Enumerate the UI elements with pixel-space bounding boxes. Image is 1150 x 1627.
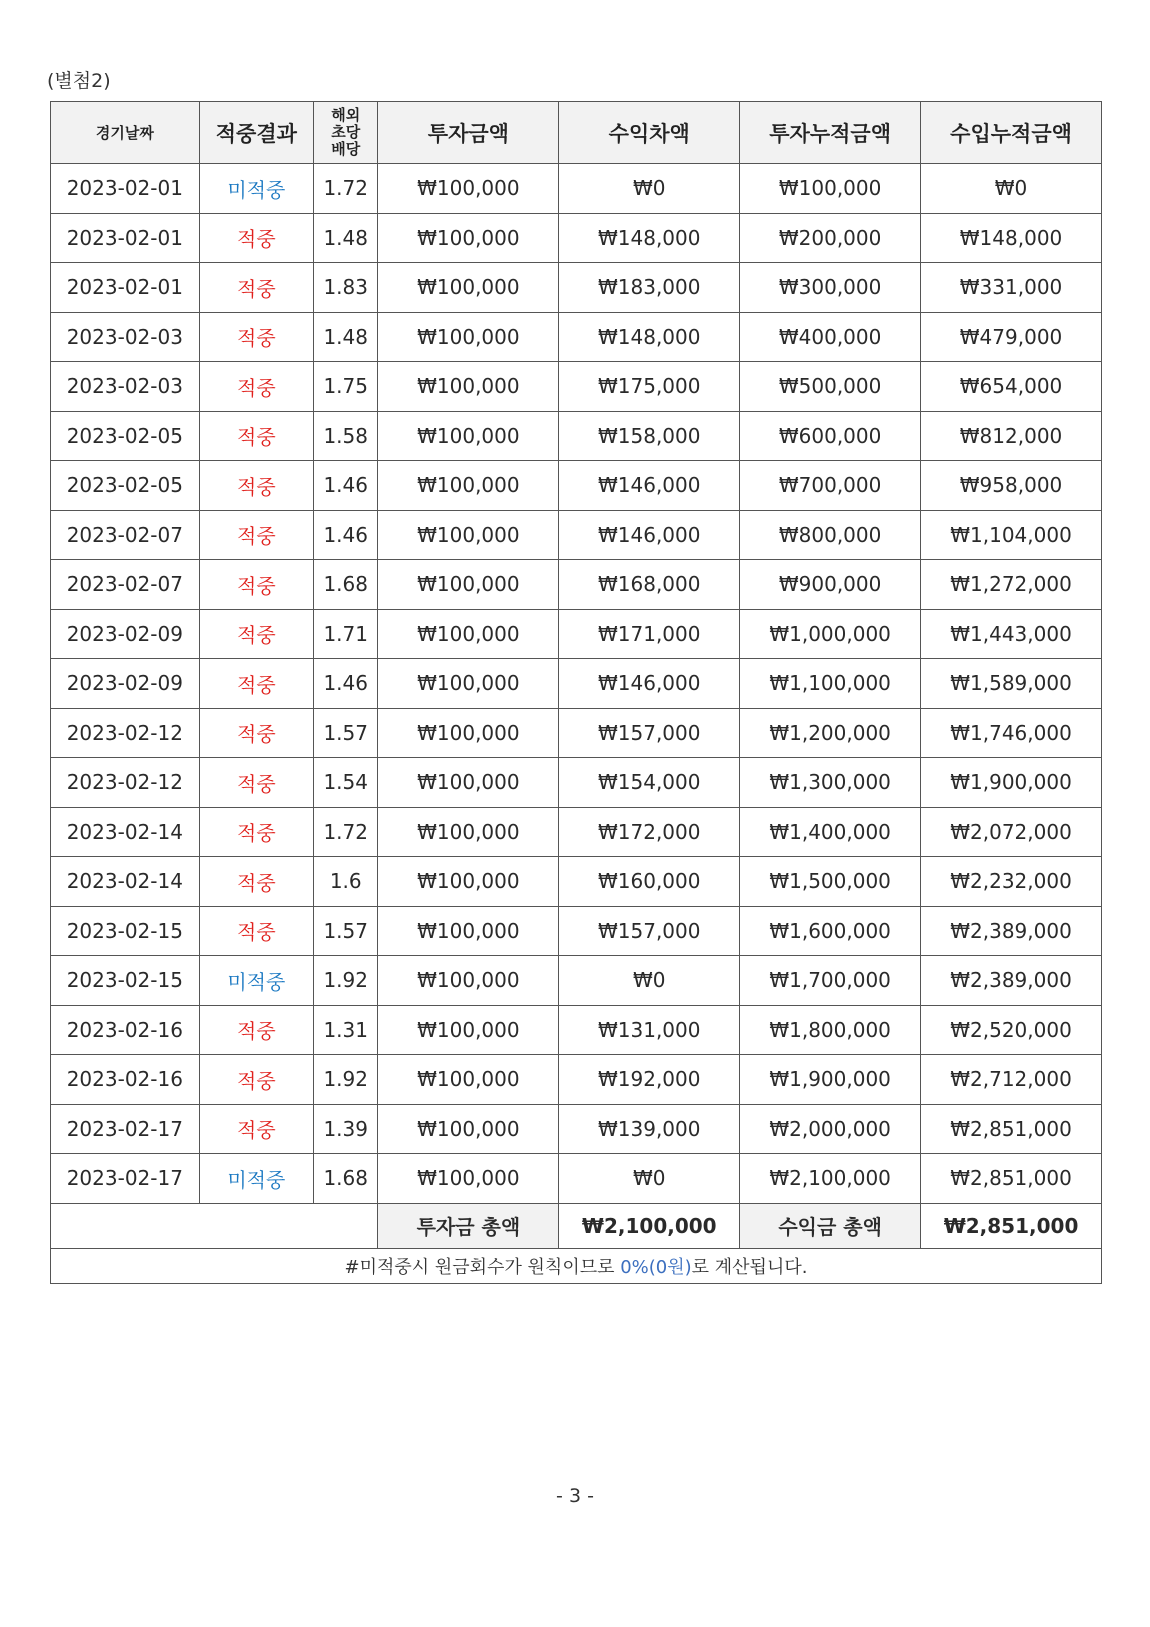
- betting-results-table: [50, 101, 1102, 1284]
- cell-profit: ₩146,000: [559, 461, 740, 511]
- cell-odds: 1.92: [314, 956, 378, 1006]
- cell-profit: ₩154,000: [559, 758, 740, 808]
- cell-date: 2023-02-01: [51, 164, 200, 214]
- cell-date: 2023-02-12: [51, 708, 200, 758]
- note-prefix: #미적중시 원금회수가 원칙이므로: [344, 1256, 621, 1278]
- cell-investment: ₩100,000: [378, 659, 559, 709]
- cell-date: 2023-02-17: [51, 1154, 200, 1204]
- cell-cum-income: ₩812,000: [921, 411, 1102, 461]
- total-income-value: ₩2,851,000: [921, 1203, 1102, 1248]
- cell-cum-income: ₩2,232,000: [921, 857, 1102, 907]
- cell-cum-investment: ₩2,000,000: [740, 1104, 921, 1154]
- cell-date: 2023-02-16: [51, 1055, 200, 1105]
- cell-date: 2023-02-01: [51, 263, 200, 313]
- cell-result: 적중: [199, 213, 313, 263]
- cell-profit: ₩0: [559, 956, 740, 1006]
- cell-odds: 1.57: [314, 708, 378, 758]
- cell-cum-investment: ₩800,000: [740, 510, 921, 560]
- cell-odds: 1.71: [314, 609, 378, 659]
- cell-odds: 1.46: [314, 461, 378, 511]
- table-row: [51, 609, 1102, 659]
- cell-cum-income: ₩0: [921, 164, 1102, 214]
- cell-profit: ₩157,000: [559, 708, 740, 758]
- cell-odds: 1.31: [314, 1005, 378, 1055]
- cell-date: 2023-02-15: [51, 956, 200, 1006]
- cell-cum-investment: ₩1,000,000: [740, 609, 921, 659]
- cell-investment: ₩100,000: [378, 560, 559, 610]
- cell-cum-income: ₩2,072,000: [921, 807, 1102, 857]
- cell-odds: 1.54: [314, 758, 378, 808]
- cell-odds: 1.48: [314, 213, 378, 263]
- table-row: [51, 263, 1102, 313]
- cell-date: 2023-02-07: [51, 560, 200, 610]
- header-odds-line3: 배당: [331, 140, 361, 158]
- cell-odds: 1.83: [314, 263, 378, 313]
- cell-profit: ₩148,000: [559, 312, 740, 362]
- cell-investment: ₩100,000: [378, 1055, 559, 1105]
- cell-cum-income: ₩1,272,000: [921, 560, 1102, 610]
- cell-investment: ₩100,000: [378, 906, 559, 956]
- cell-investment: ₩100,000: [378, 708, 559, 758]
- table-row: [51, 213, 1102, 263]
- table-row: [51, 708, 1102, 758]
- cell-result: 적중: [199, 510, 313, 560]
- total-investment-label: 투자금 총액: [378, 1203, 559, 1248]
- cell-result: 미적중: [199, 164, 313, 214]
- cell-odds: 1.72: [314, 807, 378, 857]
- cell-investment: ₩100,000: [378, 758, 559, 808]
- table-row: [51, 362, 1102, 412]
- cell-investment: ₩100,000: [378, 411, 559, 461]
- cell-result: 적중: [199, 807, 313, 857]
- total-income-label: 수익금 총액: [740, 1203, 921, 1248]
- cell-profit: ₩192,000: [559, 1055, 740, 1105]
- cell-odds: 1.57: [314, 906, 378, 956]
- cell-investment: ₩100,000: [378, 1104, 559, 1154]
- cell-profit: ₩172,000: [559, 807, 740, 857]
- cell-investment: ₩100,000: [378, 857, 559, 907]
- cell-profit: ₩131,000: [559, 1005, 740, 1055]
- cell-cum-investment: ₩1,900,000: [740, 1055, 921, 1105]
- cell-odds: 1.75: [314, 362, 378, 412]
- cell-cum-income: ₩2,520,000: [921, 1005, 1102, 1055]
- cell-result: 적중: [199, 411, 313, 461]
- cell-cum-investment: ₩600,000: [740, 411, 921, 461]
- cell-investment: ₩100,000: [378, 510, 559, 560]
- cell-investment: ₩100,000: [378, 956, 559, 1006]
- cell-profit: ₩158,000: [559, 411, 740, 461]
- header-odds-line2: 초당: [331, 123, 361, 141]
- table-row: [51, 758, 1102, 808]
- cell-profit: ₩171,000: [559, 609, 740, 659]
- cell-cum-income: ₩1,746,000: [921, 708, 1102, 758]
- cell-investment: ₩100,000: [378, 362, 559, 412]
- cell-result: 적중: [199, 659, 313, 709]
- note-cell: [51, 1248, 1102, 1283]
- cell-result: 미적중: [199, 1154, 313, 1204]
- cell-cum-income: ₩654,000: [921, 362, 1102, 412]
- cell-investment: ₩100,000: [378, 312, 559, 362]
- cell-date: 2023-02-05: [51, 411, 200, 461]
- header-cum-income: 수입누적금액: [921, 102, 1102, 164]
- cell-cum-income: ₩2,389,000: [921, 906, 1102, 956]
- header-profit: 수익차액: [559, 102, 740, 164]
- cell-odds: 1.58: [314, 411, 378, 461]
- page-number: - 3 -: [556, 1485, 594, 1507]
- cell-profit: ₩168,000: [559, 560, 740, 610]
- cell-result: 적중: [199, 609, 313, 659]
- cell-result: 적중: [199, 708, 313, 758]
- table-row: [51, 659, 1102, 709]
- cell-cum-investment: ₩900,000: [740, 560, 921, 610]
- cell-cum-investment: ₩200,000: [740, 213, 921, 263]
- header-odds-line1: 해외: [331, 106, 361, 124]
- cell-profit: ₩157,000: [559, 906, 740, 956]
- totals-row: [51, 1203, 1102, 1248]
- cell-date: 2023-02-16: [51, 1005, 200, 1055]
- table-row: [51, 906, 1102, 956]
- header-odds: [314, 102, 378, 164]
- note-highlight: 0%(0원): [620, 1256, 692, 1278]
- table-row: [51, 807, 1102, 857]
- table-row: [51, 510, 1102, 560]
- table-row: [51, 164, 1102, 214]
- cell-cum-investment: ₩1,800,000: [740, 1005, 921, 1055]
- cell-investment: ₩100,000: [378, 1154, 559, 1204]
- table-row: [51, 857, 1102, 907]
- cell-investment: ₩100,000: [378, 1005, 559, 1055]
- table-row: [51, 560, 1102, 610]
- table-header-row: [51, 102, 1102, 164]
- cell-cum-investment: ₩1,100,000: [740, 659, 921, 709]
- cell-result: 미적중: [199, 956, 313, 1006]
- cell-date: 2023-02-03: [51, 312, 200, 362]
- cell-investment: ₩100,000: [378, 164, 559, 214]
- cell-cum-investment: ₩1,300,000: [740, 758, 921, 808]
- cell-cum-income: ₩1,589,000: [921, 659, 1102, 709]
- cell-result: 적중: [199, 461, 313, 511]
- cell-cum-investment: ₩1,700,000: [740, 956, 921, 1006]
- note-suffix: 로 계산됩니다.: [691, 1256, 808, 1278]
- cell-date: 2023-02-14: [51, 807, 200, 857]
- totals-empty-cell: [51, 1203, 378, 1248]
- cell-cum-investment: ₩400,000: [740, 312, 921, 362]
- cell-result: 적중: [199, 263, 313, 313]
- cell-investment: ₩100,000: [378, 263, 559, 313]
- cell-date: 2023-02-07: [51, 510, 200, 560]
- cell-cum-income: ₩958,000: [921, 461, 1102, 511]
- attachment-label: (별첨2): [47, 70, 111, 92]
- cell-cum-investment: ₩100,000: [740, 164, 921, 214]
- cell-cum-income: ₩1,900,000: [921, 758, 1102, 808]
- cell-odds: 1.46: [314, 659, 378, 709]
- cell-cum-income: ₩148,000: [921, 213, 1102, 263]
- cell-odds: 1.46: [314, 510, 378, 560]
- cell-cum-income: ₩2,851,000: [921, 1154, 1102, 1204]
- cell-odds: 1.39: [314, 1104, 378, 1154]
- cell-odds: 1.72: [314, 164, 378, 214]
- cell-result: 적중: [199, 1005, 313, 1055]
- cell-odds: 1.6: [314, 857, 378, 907]
- cell-profit: ₩146,000: [559, 659, 740, 709]
- cell-cum-investment: ₩1,500,000: [740, 857, 921, 907]
- cell-date: 2023-02-05: [51, 461, 200, 511]
- cell-cum-investment: ₩1,400,000: [740, 807, 921, 857]
- cell-date: 2023-02-12: [51, 758, 200, 808]
- cell-profit: ₩183,000: [559, 263, 740, 313]
- header-result: 적중결과: [199, 102, 313, 164]
- cell-profit: ₩0: [559, 164, 740, 214]
- cell-investment: ₩100,000: [378, 609, 559, 659]
- table-row: [51, 1055, 1102, 1105]
- cell-cum-income: ₩2,851,000: [921, 1104, 1102, 1154]
- cell-cum-investment: ₩2,100,000: [740, 1154, 921, 1204]
- cell-profit: ₩175,000: [559, 362, 740, 412]
- cell-date: 2023-02-17: [51, 1104, 200, 1154]
- cell-result: 적중: [199, 312, 313, 362]
- table-row: [51, 1005, 1102, 1055]
- cell-result: 적중: [199, 1104, 313, 1154]
- cell-cum-investment: ₩500,000: [740, 362, 921, 412]
- cell-date: 2023-02-15: [51, 906, 200, 956]
- header-cum-investment: 투자누적금액: [740, 102, 921, 164]
- cell-date: 2023-02-09: [51, 659, 200, 709]
- cell-date: 2023-02-09: [51, 609, 200, 659]
- cell-investment: ₩100,000: [378, 213, 559, 263]
- cell-odds: 1.48: [314, 312, 378, 362]
- table-row: [51, 1104, 1102, 1154]
- cell-date: 2023-02-03: [51, 362, 200, 412]
- cell-date: 2023-02-01: [51, 213, 200, 263]
- cell-cum-income: ₩1,443,000: [921, 609, 1102, 659]
- cell-cum-investment: ₩1,600,000: [740, 906, 921, 956]
- cell-cum-investment: ₩300,000: [740, 263, 921, 313]
- cell-result: 적중: [199, 362, 313, 412]
- cell-profit: ₩148,000: [559, 213, 740, 263]
- cell-result: 적중: [199, 906, 313, 956]
- cell-investment: ₩100,000: [378, 807, 559, 857]
- cell-profit: ₩146,000: [559, 510, 740, 560]
- cell-profit: ₩139,000: [559, 1104, 740, 1154]
- cell-odds: 1.92: [314, 1055, 378, 1105]
- cell-cum-income: ₩331,000: [921, 263, 1102, 313]
- cell-date: 2023-02-14: [51, 857, 200, 907]
- header-date: 경기날짜: [51, 102, 200, 164]
- cell-cum-income: ₩2,389,000: [921, 956, 1102, 1006]
- cell-odds: 1.68: [314, 560, 378, 610]
- cell-cum-income: ₩2,712,000: [921, 1055, 1102, 1105]
- cell-result: 적중: [199, 857, 313, 907]
- cell-profit: ₩0: [559, 1154, 740, 1204]
- table-row: [51, 312, 1102, 362]
- cell-result: 적중: [199, 1055, 313, 1105]
- cell-cum-investment: ₩700,000: [740, 461, 921, 511]
- table-row: [51, 956, 1102, 1006]
- note-row: [51, 1248, 1102, 1283]
- total-investment-value: ₩2,100,000: [559, 1203, 740, 1248]
- table-row: [51, 411, 1102, 461]
- header-investment: 투자금액: [378, 102, 559, 164]
- cell-odds: 1.68: [314, 1154, 378, 1204]
- cell-profit: ₩160,000: [559, 857, 740, 907]
- cell-investment: ₩100,000: [378, 461, 559, 511]
- cell-result: 적중: [199, 758, 313, 808]
- table-row: [51, 461, 1102, 511]
- cell-result: 적중: [199, 560, 313, 610]
- cell-cum-investment: ₩1,200,000: [740, 708, 921, 758]
- table-row: [51, 1154, 1102, 1204]
- cell-cum-income: ₩479,000: [921, 312, 1102, 362]
- cell-cum-income: ₩1,104,000: [921, 510, 1102, 560]
